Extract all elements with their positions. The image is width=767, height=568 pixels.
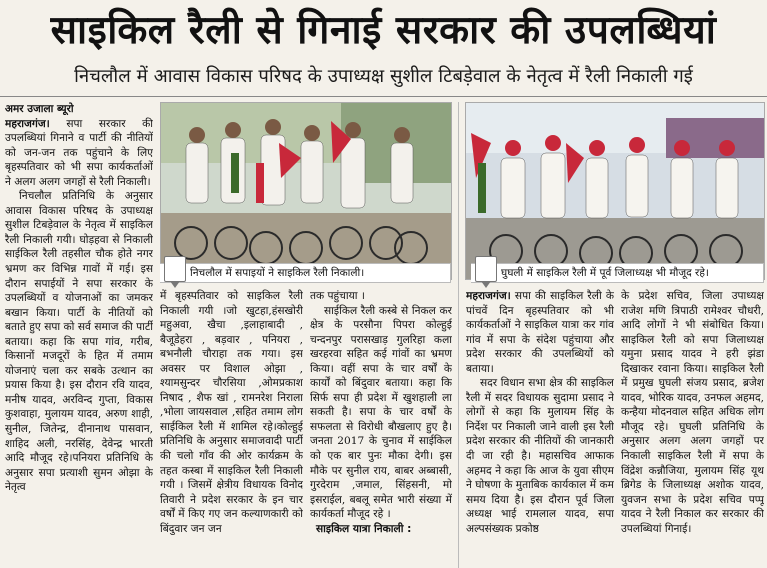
paragraph: निचलौल प्रतिनिधि के अनुसार आवास विकास परिषद के उपाध्यक्ष सुशील टिबड़ेवाल के नेतृत्व में साइकिल रैली निकाली गयी। घोड़हवा से निकाली साईकिल रैली तहसील चौक होते नगर भ्रमण कर विभिन्न गावों में गई। इस दौरान सपाईयों ने सपा सरकार के उपलब्धियों व योजनाओं का जमकर बखान किया। पार्टी के नीतियों को बताते हुए सपा को सर्व समाज की पार्टी बताया। कहा कि सपा गांव, गरीब, किसानों मजदूरों के हित में तमाम योजनाएं चला कर सबके उत्थान का प्रयास किया है। इस दौरान रवि यादव, मनीष यादव, अरविन्द गुप्ता, विकास कुशवाहा, मुलायम यादव, अरुण शाही, सुनील, जितेन्द्र, दीनानाथ पासवान, शाहिद अली, नरसिंह, देवेन्द्र भारती आदि मौजूद रहे।पनियरा प्रतिनिधि के अनुसार सपा प्रत्याशी सुमन ओझा के नेतृत्व [5,190,153,494]
headline: साइकिल रैली से गिनाई सरकार की उपलब्धियां [50,8,717,53]
divider [0,96,767,97]
column-divider [458,102,459,568]
paragraph: महराजगंज। सपा की साइकिल रैली के पांचवें दिन बृहस्पतिवार को भी कार्यकर्ताओं ने साइकिल यात्रा कर गांव गांव में सपा के संदेश पहुंचाया और प्रदेश सरकार की उपलब्धियों को बताया। [466,290,614,375]
article-column-3 [310,289,452,568]
paragraph: में बृहस्पतिवार को साइकिल रैली निकाली गयी ।जो खुटहा,हंसखोरी महुअवा, खैचा ,इलाहाबादी , बैजूडेहरा , बड़वार , पनियरा , बभनौली चौराहा तक गया। इस अवसर पर विशाल ओझा , श्यामसुन्दर चौरसिया ,ओमप्रकाश निषाद , शैफ खां , रामनरेश निराला ,भोला जायसवाल ,सहित तमाम लोग साईकिल रैली में शामिल रहे।कोल्हुई प्रतिनिधि के अनुसार समाजवादी पार्टी की चलो गाँव की ओर कार्यक्रम के तहत कस्बा में साइकिल रैली निकाली गयी । जिसमें क्षेत्रीय विधायक विनोद तिवारी ने प्रदेश सरकार के इन चार वर्षों में किए गए जन कल्याणकारी को बिंदुवार जन जन [160,290,303,535]
article-column-1 [5,102,153,568]
paragraph: साईकिल रैली कस्बे से निकल कर क्षेत्र के परसौना पिपरा कोल्हुई चन्दनपुर परासखाड़ गुलरिहा कला खरहरवा सहित कई गांवों का भ्रमण किया। वहीं सपा के चार वर्षों के कार्यों को बिंदुवार बताया। कहा कि सिर्फ सपा ही प्रदेश में खुशहाली ला सकती है। सपा के चार वर्षों के सफलता से विरोधी बौखलाए हुए है। जनता 2017 के चुनाव में साईकिल को एक बार पुनः मौका देगी। इस मौके पर सुनील राय, बाबर अब्बासी, गुरदेराम ,जमाल, सिंहसनी, मो इसराईल, बबलू समेत भारी संख्या में कार्यकर्ता मौजूद रहे । [310,304,452,521]
article-column-4 [466,289,614,568]
paragraph: के प्रदेश सचिव, जिला उपाध्यक्ष राजेश मणि त्रिपाठी रामेश्वर चौधरी, आदि लोगों ने भी संबोधित किया। साइकिल रैली को सपा जिलाध्यक्ष यमुना प्रसाद यादव ने हरी झंडा दिखाकर रवाना किया। साइकिल रैली में प्रमुख घुघली संजय प्रसाद, ब्रजेश यादव, भोरिक यादव, उनफल अहमद, कन्हैया मोदनवाल सहित अधिक लोग मौजूद रहे। घुघली प्रतिनिधि के अनुसार अलग अलग जगहों पर निकाली साइकिल रैली में सपा के विंद्रेश कन्नौजिया, मुलायम सिंह यूथ ब्रिगेड के जिलाध्यक्ष अशोक यादव, युवजन सभा के प्रदेश सचिव पप्पू यादव ने रैली निकाल कर सरकार की उपलब्धियां गिनाई। [621,290,764,535]
photo-caption-1: निचलौल में सपाइयों ने साइकिल रैली निकाली। [160,263,451,283]
photo-cycle-rally-ghughli [465,102,765,280]
article-column-2 [160,289,303,568]
section-subhead: साइकिल यात्रा निकाली : [316,522,412,535]
subheadline: निचलौल में आवास विकास परिषद के उपाध्यक्ष सुशील टिबड़ेवाल के नेतृत्व में रैली निकाली गई [74,66,693,87]
dateline: महराजगंज। [466,290,511,302]
photo-caption-2: घुघली में साइकिल रैली में पूर्व जिलाध्यक्ष भी मौजूद रहे। [471,263,764,283]
pin-icon [164,256,186,282]
rally-photo-illustration [466,103,764,279]
article-column-5 [621,289,764,568]
pin-icon [475,256,497,282]
paragraph: महराजगंज। सपा सरकार की उपलब्धियां गिनाने व पार्टी की नीतियों को जन-जन तक पहुंचाने के लिए बृहस्पतिवार को भी सपा कार्यकर्ताओं ने अलग अलग जगहों से रैली निकाली। [5,117,153,188]
paragraph: तक पहुंचाया । [310,290,365,302]
rally-photo-illustration [161,103,451,279]
photo-cycle-rally-nichlaul [160,102,452,280]
dateline: महराजगंज। [5,117,50,130]
paragraph: सदर विधान सभा क्षेत्र की साइकिल रैली में सदर विधायक सुदामा प्रसाद ने लोगों से कहा कि मुलायम सिंह के निर्देश पर निकाली जाने वाली इस रैली प्रदेश सरकार की नीतियों की जानकारी दी जा रही है। महासचिव आफाक अहमद ने कहा कि आज के युवा सीएम ने घोषणा के मुताबिक कार्यकाल में कम समय दिया है। इस दौरान पूर्व जिला अध्यक्ष भाई रामलाल यादव, सपा अल्पसंख्यक प्रकोष्ठ [466,377,614,535]
byline: अमर उजाला ब्यूरो [5,103,74,115]
